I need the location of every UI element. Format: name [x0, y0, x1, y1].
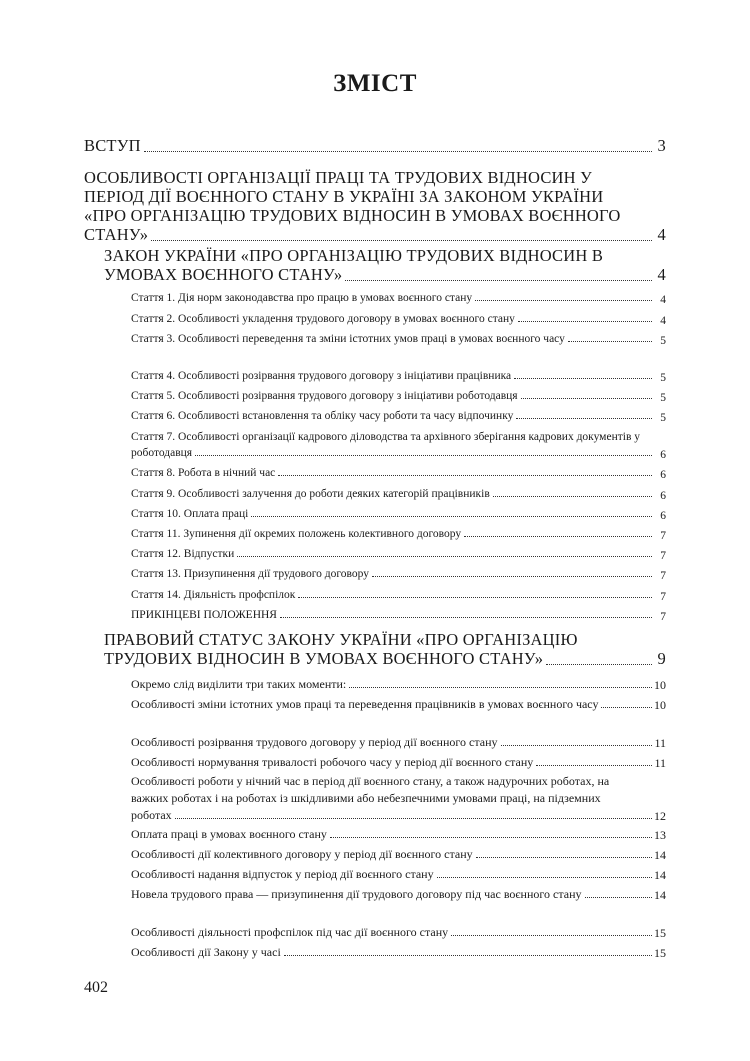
toc-entry-title: ПРАВОВИЙ СТАТУС ЗАКОНУ УКРАЇНИ «ПРО ОРГАНІЗАЦІЮ ТРУДОВИХ ВІДНОСИН В УМОВАХ ВОЄННОГО СТАНУ» — [104, 630, 578, 668]
toc-page-number: 4 — [657, 265, 666, 284]
toc-entry-title: ВСТУП — [84, 136, 141, 155]
dot-leader — [345, 280, 652, 281]
dot-leader — [251, 516, 652, 517]
toc-entry[interactable] — [131, 388, 656, 404]
toc-entry-title: Стаття 10. Оплата праці — [131, 508, 249, 520]
toc-page-number: 5 — [660, 412, 666, 424]
toc-entry-title: Оплата праці в умовах воєнного стану — [131, 827, 327, 841]
toc-page-number: 10 — [654, 698, 666, 712]
dot-leader — [518, 321, 652, 322]
toc-page-number: 9 — [657, 649, 666, 668]
dot-leader — [536, 765, 652, 766]
toc-page-number: 14 — [654, 888, 666, 902]
toc-entry[interactable] — [131, 846, 656, 863]
toc-entry[interactable] — [131, 826, 656, 843]
toc-entry[interactable] — [131, 754, 656, 771]
dot-leader — [237, 556, 652, 557]
toc-entry[interactable] — [131, 587, 656, 603]
dot-leader — [372, 576, 652, 577]
dot-leader — [501, 745, 653, 746]
toc-entry-title: Стаття 9. Особливості залучення до роботи деяких категорій працівників — [131, 488, 490, 500]
toc-entry-title: Особливості зміни істотних умов праці та переведення працівників в умовах воєнного часу — [131, 697, 599, 711]
toc-entry[interactable] — [131, 429, 641, 461]
toc-entry[interactable] — [131, 924, 656, 941]
dot-leader — [521, 398, 652, 399]
toc-entry-title: Окремо слід виділити три таких моменти: — [131, 677, 347, 691]
toc-entry-title: Новела трудового права — призупинення дії трудового договору під час воєнного стану — [131, 887, 582, 901]
dot-leader — [298, 597, 652, 598]
toc-page-number: 7 — [660, 591, 666, 603]
toc-entry-title: Особливості надання відпусток у період дії воєнного стану — [131, 867, 434, 881]
toc-entry-title: Стаття 4. Особливості розірвання трудового договору з ініціативи працівника — [131, 370, 512, 382]
toc-entry[interactable] — [131, 290, 656, 306]
toc-entry[interactable] — [84, 168, 644, 244]
toc-entry[interactable] — [131, 506, 656, 522]
toc-entry-title: Особливості діяльності профспілок під час дії воєнного стану — [131, 925, 449, 939]
dot-leader — [464, 536, 652, 537]
toc-page-number: 5 — [660, 372, 666, 384]
dot-leader — [516, 418, 652, 419]
toc-entry-title: Стаття 5. Особливості розірвання трудового договору з ініціативи роботодавця — [131, 390, 518, 402]
dot-leader — [451, 935, 652, 936]
toc-page-number: 15 — [654, 946, 666, 960]
dot-leader — [437, 877, 652, 878]
dot-leader — [151, 240, 652, 241]
toc-entry-title: Стаття 12. Відпустки — [131, 548, 235, 560]
dot-leader — [330, 837, 652, 838]
toc-page-number: 4 — [660, 315, 666, 327]
toc-page-number: 14 — [654, 848, 666, 862]
toc-entry-title: Особливості дії Закону у часі — [131, 945, 281, 959]
toc-entry-title: Особливості розірвання трудового договору у період дії воєнного стану — [131, 735, 498, 749]
toc-entry-title: Стаття 1. Дія норм законодавства про працю в умовах воєнного стану — [131, 292, 473, 304]
toc-page-number: 10 — [654, 678, 666, 692]
dot-leader — [493, 496, 652, 497]
page-title: ЗМІСТ — [333, 70, 417, 97]
dot-leader — [195, 455, 652, 456]
toc-page-number: 7 — [660, 530, 666, 542]
toc-page-number: 7 — [660, 611, 666, 623]
toc-entry-title: Стаття 13. Призупинення дії трудового договору — [131, 568, 370, 580]
toc-page-number: 7 — [660, 550, 666, 562]
dot-leader — [280, 617, 652, 618]
toc-page-number: 6 — [660, 510, 666, 522]
toc-page-number: 4 — [657, 225, 666, 244]
toc-entry-title: ПРИКІНЦЕВІ ПОЛОЖЕННЯ — [131, 609, 277, 621]
toc-page-number: 15 — [654, 926, 666, 940]
toc-entry[interactable] — [131, 696, 641, 713]
toc-page-number: 11 — [654, 736, 666, 750]
toc-entry-title: Стаття 2. Особливості укладення трудового договору в умовах воєнного стану — [131, 313, 515, 325]
dot-leader — [476, 857, 652, 858]
toc-entry[interactable] — [131, 566, 656, 582]
toc-entry[interactable] — [104, 630, 644, 668]
toc-entry[interactable] — [131, 676, 656, 693]
dot-leader — [284, 955, 652, 956]
toc-page-number: 6 — [660, 469, 666, 481]
toc-entry[interactable] — [131, 486, 656, 502]
dot-leader — [349, 687, 652, 688]
toc-entry[interactable] — [131, 465, 656, 481]
toc-entry[interactable] — [131, 311, 656, 327]
toc-entry-title: Стаття 11. Зупинення дії окремих положень колективного договору — [131, 528, 462, 540]
toc-page-number: 6 — [660, 490, 666, 502]
toc-page-number: 6 — [660, 449, 666, 461]
toc-entry-title: ОСОБЛИВОСТІ ОРГАНІЗАЦІЇ ПРАЦІ ТА ТРУДОВИХ ВІДНОСИН У ПЕРІОД ДІЇ ВОЄННОГО СТАНУ В УКРАЇНІ ЗА ЗАКОНОМ УКРАЇНИ «ПРО ОРГАНІЗАЦІЮ ТРУДОВИХ ВІДНОСИН В УМОВАХ ВОЄННОГО СТАНУ» — [84, 168, 621, 244]
dot-leader — [144, 151, 652, 152]
toc-entry[interactable] — [131, 944, 656, 961]
toc-page-number: 13 — [654, 828, 666, 842]
toc-entry[interactable] — [131, 546, 656, 562]
dot-leader — [175, 818, 652, 819]
dot-leader — [475, 300, 652, 301]
toc-entry[interactable] — [131, 866, 656, 883]
toc-entry[interactable] — [131, 886, 641, 903]
toc-entry-title: Стаття 3. Особливості переведення та зміни істотних умов праці в умовах воєнного часу — [131, 333, 565, 345]
toc-entry[interactable] — [84, 136, 644, 155]
dot-leader — [278, 475, 652, 476]
dot-leader — [514, 378, 652, 379]
toc-entry[interactable] — [131, 408, 656, 424]
toc-entry[interactable] — [131, 773, 641, 824]
toc-entry-title: Стаття 6. Особливості встановлення та обліку часу роботи та часу відпочинку — [131, 410, 514, 422]
toc-entry[interactable] — [104, 246, 644, 284]
toc-entry-title: Особливості роботи у нічний час в період дії воєнного стану, а також надурочних роботах, на важких роботах і на роботах із шкідливими або небезпечними умовами праці, на підземних роботах — [131, 774, 610, 822]
toc-entry-title: Стаття 14. Діяльність профспілок — [131, 589, 296, 601]
toc-page-number: 4 — [660, 294, 666, 306]
toc-page-number: 5 — [660, 335, 666, 347]
toc-page-number: 3 — [657, 136, 666, 155]
toc-page-number: 14 — [654, 868, 666, 882]
toc-entry-title: ЗАКОН УКРАЇНИ «ПРО ОРГАНІЗАЦІЮ ТРУДОВИХ ВІДНОСИН В УМОВАХ ВОЄННОГО СТАНУ» — [104, 246, 604, 284]
toc-page-number: 7 — [660, 570, 666, 582]
toc-entry[interactable] — [131, 331, 641, 347]
toc-entry[interactable] — [131, 526, 656, 542]
toc-entry-title: Особливості нормування тривалості робочого часу у період дії воєнного стану — [131, 755, 534, 769]
toc-entry-title: Стаття 8. Робота в нічний час — [131, 467, 276, 479]
toc-entry-title: Особливості дії колективного договору у період дії воєнного стану — [131, 847, 473, 861]
page-number: 402 — [84, 979, 108, 996]
toc-entry[interactable] — [131, 607, 656, 623]
toc-page-number: 12 — [654, 809, 666, 823]
toc-entry[interactable] — [131, 368, 656, 384]
toc-entry[interactable] — [131, 734, 656, 751]
toc-page-number: 5 — [660, 392, 666, 404]
toc-entry-title: Стаття 7. Особливості організації кадрового діловодства та архівного зберігання кадрових документів у роботодавця — [131, 431, 640, 459]
toc-page-number: 11 — [654, 756, 666, 770]
